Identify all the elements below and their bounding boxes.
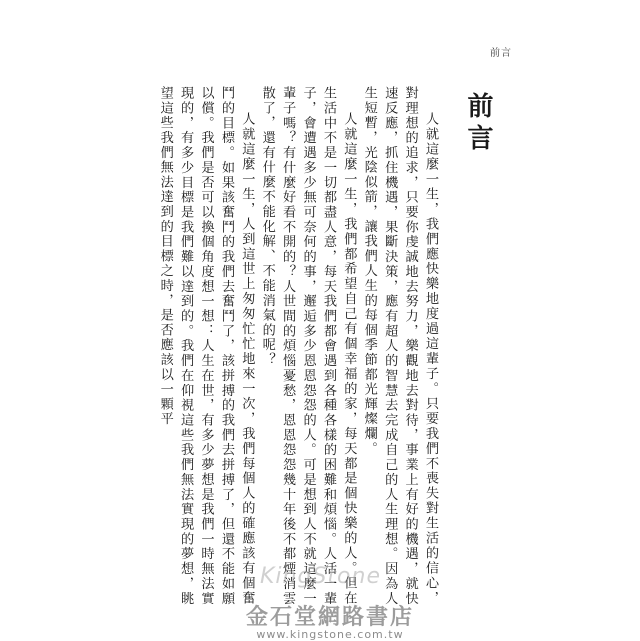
body-text	[140, 86, 440, 606]
paragraph: 人就這麼一生，我們都希望自己有個幸福的家，每天都是個快樂的人。但在生活中不是一切都盡人意，每天我們都會遇到各種各樣的困難和煩惱。人活一輩子，會遭遇多少無可奈何的事，邂逅多少恩恩怨怨的人。可是想到人不就這麼一輩子嗎？有什麼好看不開的？人世間的煩惱憂愁，恩恩怨怨幾十年後不都煙消雲散了，還有什麼不能化解、不能消氣的呢？	[259, 86, 357, 606]
paragraph: 人就這麼一生，人到這世上匆匆忙忙地來一次，我們每個人的確應該有個奮鬥的目標。如果該奮鬥的我們去奮鬥了，該拼搏的我們去拼搏了，但還不能如願以償。我們是否可以換個角度想一想：人生在世，有多少夢想是我們一時無法實現的，有多少目標是我們難以達到的。我們在仰視這些我們無法實現的夢想，眺望這些我們無法達到的目標之時，是否應該以一顆平	[157, 86, 255, 606]
paragraph: 人就這麼一生，我們應快樂地度過這輩子。只要我們不喪失對生活的信心，對理想的追求，只要你虔誠地去努力，樂觀地去對待，事業上有好的機遇，就快速反應，抓住機遇，果斷決策，應有超人的智慧去完成自己的人生理想。因為人生短暫，光陰似箭，讓我們人生的每個季節都光輝燦爛。	[361, 86, 438, 606]
chapter-title: 前言	[463, 92, 493, 156]
watermark-url: www.kingstone.com.tw	[256, 628, 404, 641]
watermark-store-name: 金石堂網路書店	[245, 604, 414, 630]
watermark-logo: KingStone	[260, 564, 381, 589]
running-head: 前言	[490, 48, 512, 59]
